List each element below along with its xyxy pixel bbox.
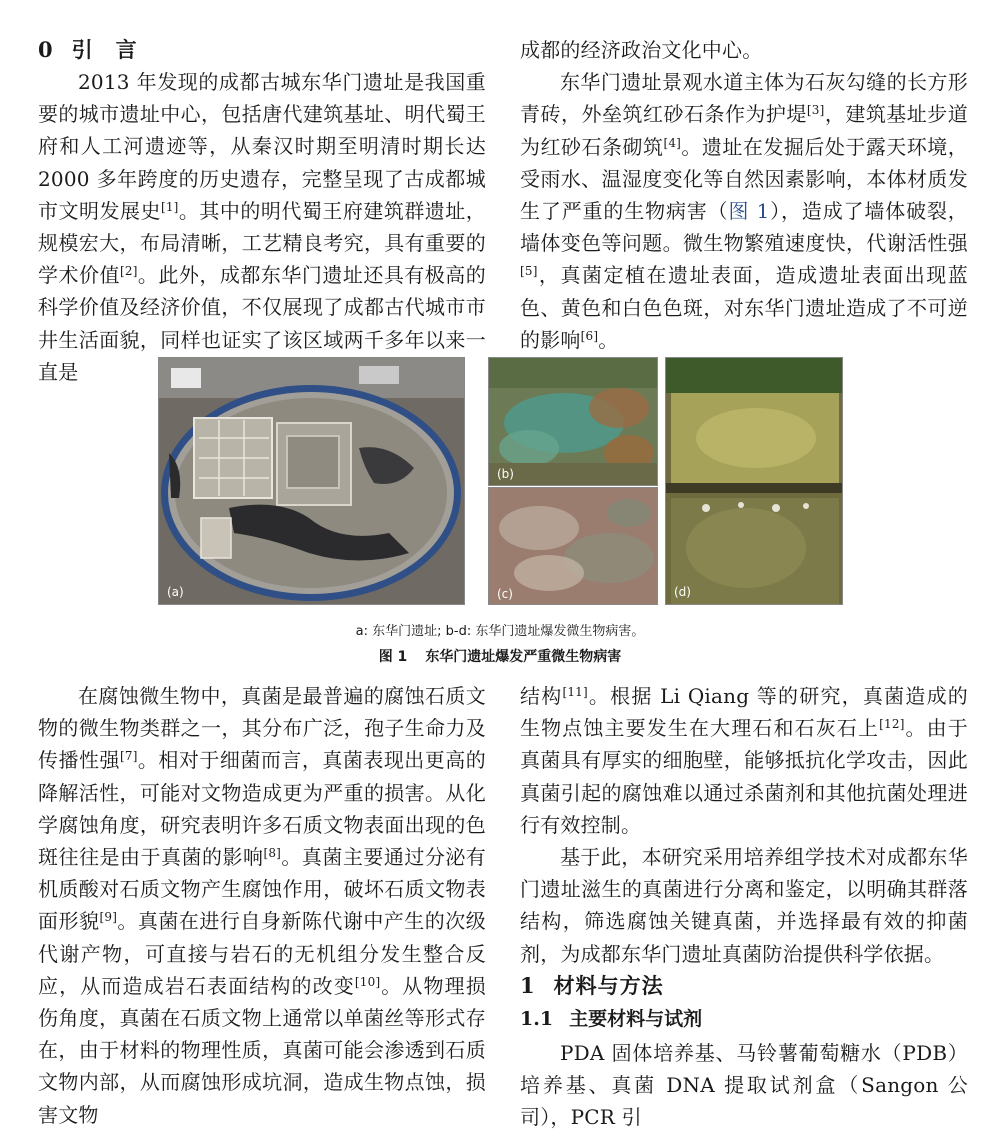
figure-subcaption: a: 东华门遗址; b-d: 东华门遗址爆发微生物病害。 <box>355 624 645 639</box>
figure-reference-link[interactable]: 图 1 <box>728 199 770 224</box>
section-0-heading <box>38 34 486 66</box>
panel-label-d: (d) <box>674 585 691 599</box>
photo-panel-d-yellow-stain <box>665 357 843 605</box>
photo-panel-c-white-stain <box>488 487 658 605</box>
section-1-heading <box>520 970 968 1003</box>
citation[interactable]: [4] <box>663 135 682 150</box>
section-number: 1 <box>520 972 536 998</box>
yellow-stain-texture <box>666 358 842 604</box>
figure-number: 图 1 <box>378 649 408 665</box>
citation[interactable]: [3] <box>806 103 825 118</box>
section-number: 0 <box>38 37 54 62</box>
section-title: 引 言 <box>71 37 138 62</box>
citation[interactable]: [5] <box>520 264 538 279</box>
subsection-number: 1.1 <box>520 1007 554 1030</box>
citation[interactable]: [2] <box>119 264 138 279</box>
body-paragraph-continued: 结构[11]。根据 Li Qiang 等的研究，真菌造成的生物点蚀主要发生在大理石和石灰石上[12]。由于真菌具有厚实的细胞壁，能够抵抗化学攻击，因此真菌引起的腐蚀难以通过杀菌剂和其他抗菌处理进行有效控制。 <box>520 684 968 837</box>
subsection-title: 主要材料与试剂 <box>569 1007 703 1030</box>
lower-left-column <box>38 680 486 1131</box>
citation[interactable]: [10] <box>354 974 381 989</box>
body-paragraph-objective: 基于此，本研究采用培养组学技术对成都东华门遗址滋生的真菌进行分离和鉴定，以明确其群落结构，筛选腐蚀关键真菌，并选择最有效的抑菌剂，为成都东华门遗址真菌防治提供科学依据。 <box>520 845 968 966</box>
white-stain-texture <box>489 488 657 604</box>
section-1-1-heading <box>520 1003 968 1037</box>
intro-paragraph-1-continued: 成都的经济政治文化中心。 <box>520 38 763 62</box>
citation[interactable]: [6] <box>580 328 599 343</box>
body-paragraph-materials: PDA 固体培养基、马铃薯葡萄糖水（PDB）培养基、真菌 DNA 提取试剂盒（Sangon 公司），PCR 引 <box>520 1040 968 1130</box>
intro-paragraph-1: 2013 年发现的成都古城东华门遗址是我国重要的城市遗址中心，包括唐代建筑基址、明代蜀王府和人工河遗迹等，从秦汉时期至明清时期长达 2000 多年跨度的历史遗存，完整呈现了古成都城市文明发展史[1]。其中的明代蜀王府建筑群遗址，规模宏大，布局清晰，工艺精良考究，具有重要的学术价值[2]。此外，成都东华门遗址还具有极高的科学价值及经济价值，不仅展现了成都古代城市市井生活面貌，同样也证实了该区域两千多年以来一直是 <box>38 70 486 384</box>
panel-label-c: (c) <box>497 587 513 601</box>
citation[interactable]: [11] <box>562 685 588 699</box>
figure-title: 东华门遗址爆发严重微生物病害 <box>425 649 622 665</box>
citation[interactable]: [12] <box>879 717 905 732</box>
lower-right-column <box>520 680 968 1133</box>
panel-label-b: (b) <box>497 467 514 481</box>
upper-left-column <box>38 34 486 388</box>
body-paragraph-fungi: 在腐蚀微生物中，真菌是最普遍的腐蚀石质文物的微生物类群之一，其分布广泛，孢子生命力及传播性强[7]。相对于细菌而言，真菌表现出更高的降解活性，可能对文物造成更为严重的损害。从化学腐蚀角度，研究表明许多石质文物表面出现的色斑往往是由于真菌的影响[8]。真菌主要通过分泌有机质酸对石质文物产生腐蚀作用，破坏石质文物表面形貌[9]。真菌在进行自身新陈代谢中产生的次级代谢产物，可直接与岩石的无机组分发生整合反应，从而造成岩石表面结构的改变[10]。从物理损伤角度，真菌在石质文物上通常以单菌丝等形式存在，由于材料的物理性质，真菌可能会渗透到石质文物内部，从而腐蚀形成坑洞，造成生物点蚀，损害文物 <box>38 684 487 1127</box>
photo-panel-a-site-aerial <box>158 357 465 605</box>
citation[interactable]: [9] <box>99 910 118 925</box>
section-title: 材料与方法 <box>553 972 664 998</box>
intro-paragraph-2: 东华门遗址景观水道主体为石灰勾缝的长方形青砖，外垒筑红砂石条作为护堤[3]，建筑基址步道为红砂石条砌筑[4]。遗址在发掘后处于露天环境，受雨水、温湿度变化等自然因素影响，本体材质发生了严重的生物病害（图 1），造成了墙体破裂，墙体变色等问题。微生物繁殖速度快，代谢活性强[5]，真菌定植在遗址表面，造成遗址表面出现蓝色、黄色和白色色斑，对东华门遗址造成了不可逆的影响[6]。 <box>520 70 969 352</box>
citation[interactable]: [8] <box>263 846 282 861</box>
upper-right-column <box>520 34 968 356</box>
blue-stain-texture <box>489 358 657 485</box>
aerial-site-illustration <box>159 358 464 604</box>
figure-caption <box>0 646 1000 666</box>
citation[interactable]: [1] <box>160 199 179 214</box>
photo-panel-b-blue-stain <box>488 357 658 486</box>
panel-label-a: (a) <box>167 585 184 599</box>
citation[interactable]: [7] <box>119 749 138 764</box>
